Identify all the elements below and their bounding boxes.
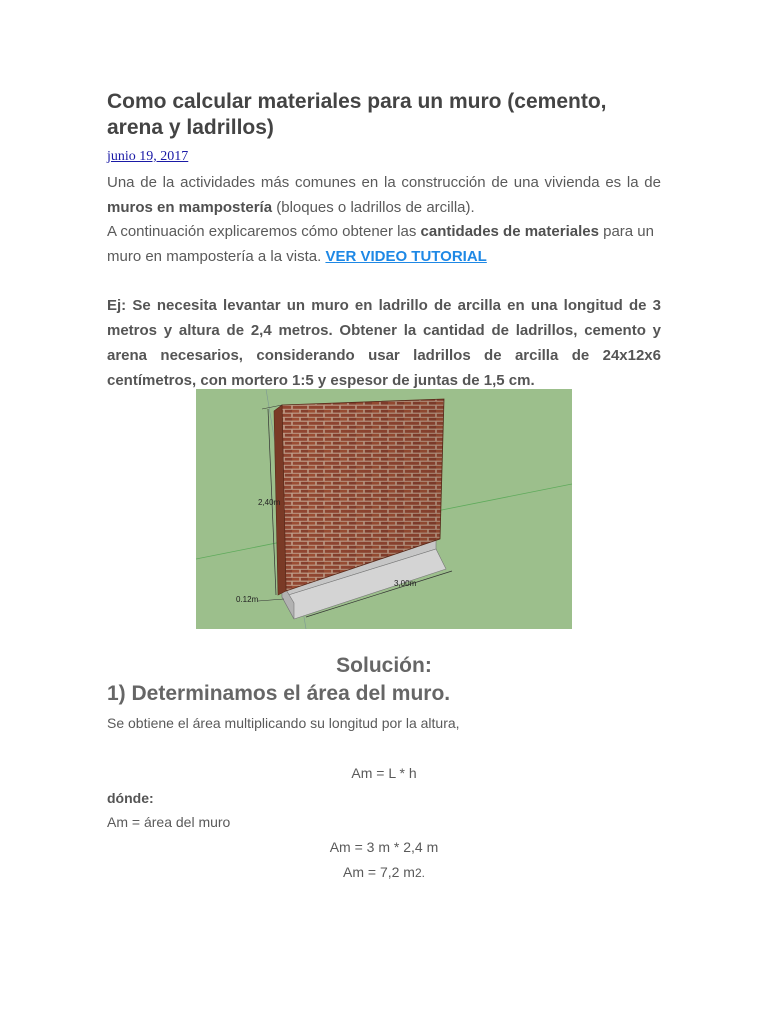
materials-bold-term: cantidades de materiales xyxy=(420,223,599,240)
thickness-label: 0.12m xyxy=(236,595,259,604)
intro-paragraph-2 xyxy=(107,219,661,269)
wall-illustration xyxy=(196,389,572,629)
article-title: Como calcular materiales para un muro (cemento, arena y ladrillos) xyxy=(107,90,607,139)
video-tutorial-link[interactable]: VER VIDEO TUTORIAL xyxy=(325,248,487,265)
wall-drawing xyxy=(196,389,572,629)
step-1-heading: 1) Determinamos el área del muro. xyxy=(107,682,451,705)
intro-text-2-end: para un muro en mampostería a la vista. xyxy=(107,223,654,265)
step-1-description: Se obtiene el área multiplicando su longitud por la altura, xyxy=(107,715,460,731)
intro-text-2: A continuación explicaremos cómo obtener las xyxy=(107,223,421,240)
area-calculation: Am = 3 m * 2,4 m xyxy=(329,839,439,855)
post-date-link[interactable]: junio 19, 2017 xyxy=(107,149,189,164)
area-result-value: Am = 7,2 m xyxy=(343,864,415,880)
length-label: 3,00m xyxy=(394,579,417,588)
intro-text: Una de la actividades más comunes en la construcción de una vivienda es la de xyxy=(107,174,661,191)
area-definition: Am = área del muro xyxy=(107,814,231,830)
solution-heading: Solución: xyxy=(336,654,432,677)
where-label: dónde: xyxy=(107,790,154,806)
intro-text-end: (bloques o ladrillos de arcilla). xyxy=(272,199,475,216)
intro-bold-term: muros en mampostería xyxy=(107,199,273,216)
area-formula: Am = L * h xyxy=(351,765,417,781)
area-result xyxy=(0,861,768,884)
height-label: 2,40m xyxy=(258,498,281,507)
intro-paragraph-1 xyxy=(107,170,661,220)
area-result-unit: 2. xyxy=(414,866,425,880)
example-paragraph: Ej: Se necesita levantar un muro en ladrillo de arcilla en una longitud de 3 metros y altura de 2,4 metros. Obtener la cantidad de ladrillos, cemento y arena necesarios, considerando usar ladrillos de arcilla de 24x12x6 centímetros, con mortero 1:5 y espesor de juntas de 1,5 cm. xyxy=(107,297,661,389)
